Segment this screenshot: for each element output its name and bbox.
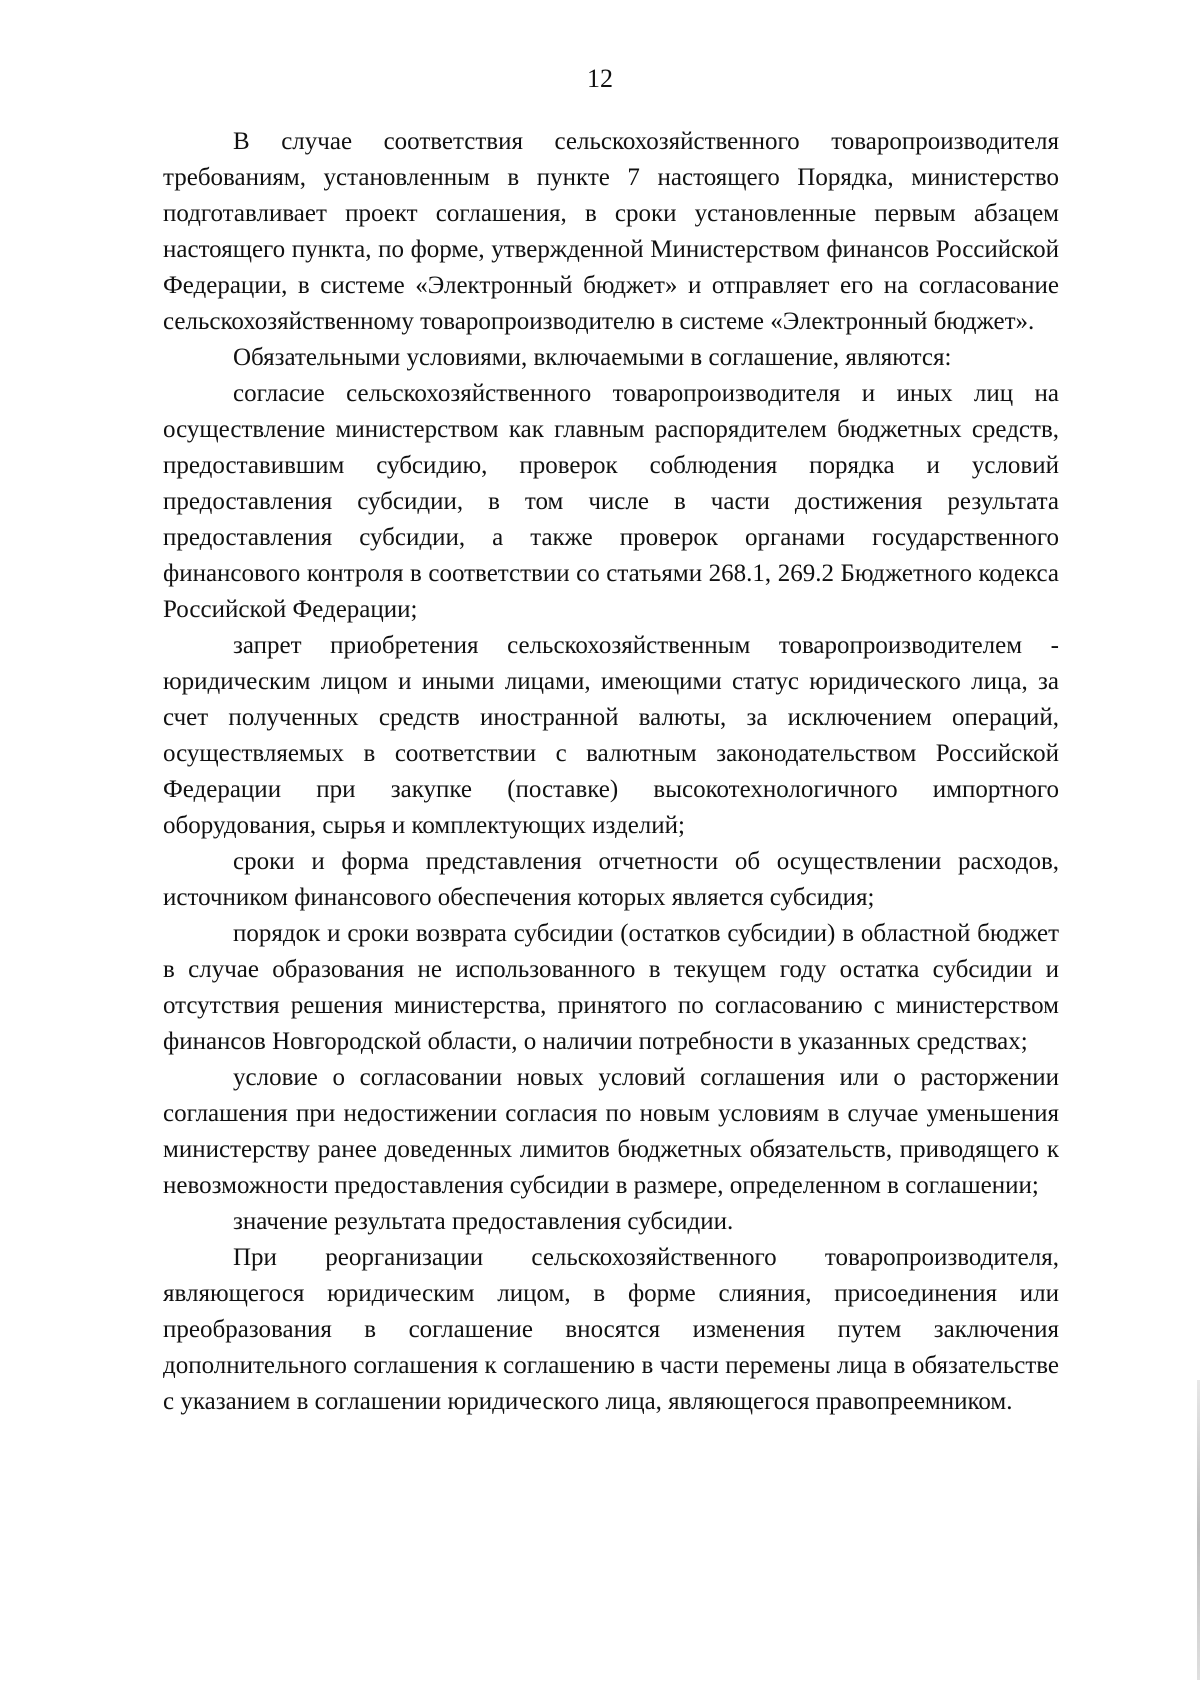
page-number: 12 xyxy=(587,64,613,93)
paragraph-reporting-terms: сроки и форма представления отчетности об осуществлении расходов, источником финансового обеспечения которых является субсидия; xyxy=(163,848,1059,911)
document-body xyxy=(163,124,1059,1420)
paragraph-foreign-currency-ban: запрет приобретения сельскохозяйственным товаропроизводителем - юридическим лицом и иными лицами, имеющими статус юридического лица, за счет полученных средств иностранной валюты, за исключением операций, осуществляемых в соответствии с валютным законодательством Российской Федерации при закупке (поставке) высокотехнологичного импортного оборудования, сырья и комплектующих изделий; xyxy=(163,632,1059,839)
paragraph-mandatory-conditions-intro: Обязательными условиями, включаемыми в соглашение, являются: xyxy=(233,344,952,371)
paragraph-result-value: значение результата предоставления субсидии. xyxy=(233,1208,734,1235)
paragraph-consent-to-inspections: согласие сельскохозяйственного товаропроизводителя и иных лиц на осуществление министерством как главным распорядителем бюджетных средств, предоставившим субсидию, проверок соблюдения порядка и условий предоставления субсидии, в том числе в части достижения результата предоставления субсидии, а также проверок органами государственного финансового контроля в соответствии со статьями 268.1, 269.2 Бюджетного кодекса Российской Федерации; xyxy=(163,380,1059,623)
paragraph-reorganization: При реорганизации сельскохозяйственного товаропроизводителя, являющегося юридическим лицом, в форме слияния, присоединения или преобразования в соглашение вносятся изменения путем заключения дополнительного соглашения к соглашению в части перемены лица в обязательстве с указанием в соглашении юридического лица, являющегося правопреемником. xyxy=(163,1244,1059,1415)
paragraph-subsidy-return: порядок и сроки возврата субсидии (остатков субсидии) в областной бюджет в случае образования не использованного в текущем году остатка субсидии и отсутствия решения министерства, принятого по согласованию с министерством финансов Новгородской области, о наличии потребности в указанных средствах; xyxy=(163,920,1059,1055)
paragraph-new-conditions: условие о согласовании новых условий соглашения или о расторжении соглашения при недостижении согласия по новым условиям в случае уменьшения министерству ранее доведенных лимитов бюджетных обязательств, приводящего к невозможности предоставления субсидии в размере, определенном в соглашении; xyxy=(163,1064,1059,1199)
paragraph-agreement-preparation: В случае соответствия сельскохозяйственного товаропроизводителя требованиям, установленным в пункте 7 настоящего Порядка, министерство подготавливает проект соглашения, в сроки установленные первым абзацем настоящего пункта, по форме, утвержденной Министерством финансов Российской Федерации, в системе «Электронный бюджет» и отправляет его на согласование сельскохозяйственному товаропроизводителю в системе «Электронный бюджет». xyxy=(163,128,1059,335)
